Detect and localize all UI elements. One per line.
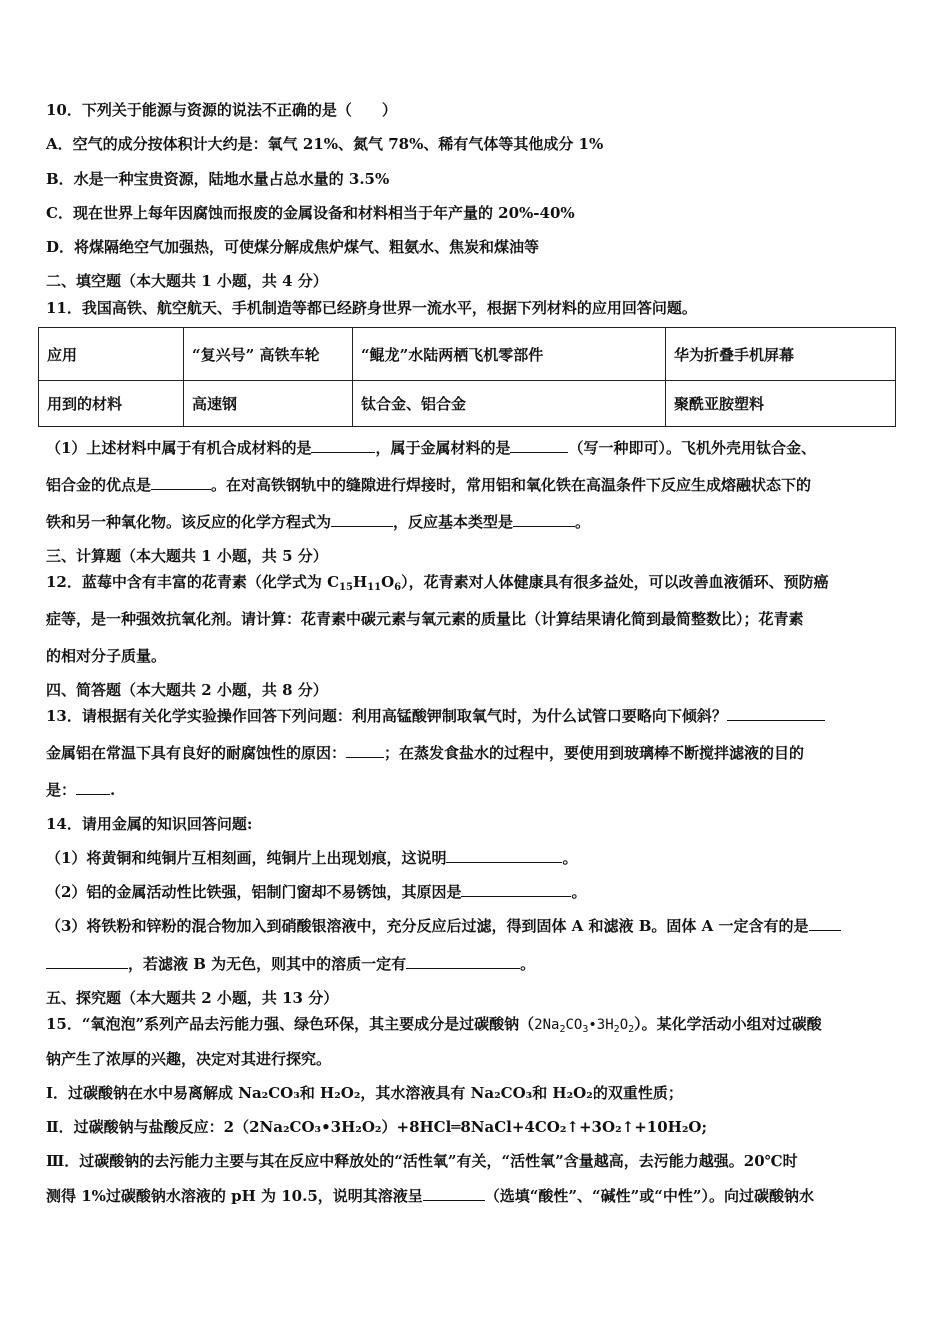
q14-text: （1）将黄铜和纯铜片互相刻画，纯铜片上出现划痕，这说明 — [46, 849, 447, 867]
q12-text: O — [381, 573, 395, 591]
table-cell: 聚酰亚胺塑料 — [666, 381, 896, 427]
q11-text: ，属于金属材料的是 — [375, 439, 511, 457]
q10-stem: 10．下列关于能源与资源的说法不正确的是（ ） — [46, 101, 397, 119]
q13-line3 — [46, 780, 115, 800]
answer-blank[interactable] — [510, 438, 568, 453]
table-cell: “鲲龙”水陆两栖飞机零部件 — [353, 328, 666, 381]
table-cell: 高速钢 — [184, 381, 353, 427]
q10-option-a: A．空气的成分按体积计大约是：氧气 21%、氮气 78%、稀有气体等其他成分 1% — [46, 135, 604, 153]
q12-line1 — [46, 572, 829, 592]
q12-text: H — [352, 573, 368, 591]
subscript: 6 — [394, 582, 402, 593]
q11-text: （写一种即可）。飞机外壳用钛合金、 — [568, 439, 816, 457]
q14-text: （2）铝的金属活动性比铁强，铝制门窗却不易锈蚀，其原因是 — [46, 883, 462, 901]
q11-text: ，反应基本类型是 — [393, 513, 514, 531]
q15-text: （选填“酸性”、“碱性”或“中性”）。向过碳酸钠水 — [484, 1187, 815, 1205]
q10-option-b: B．水是一种宝贵资源，陆地水量占总水量的 3.5% — [46, 170, 390, 188]
q14-text: 。 — [571, 883, 587, 901]
q13-text: 金属铝在常温下具有良好的耐腐蚀性的原因： — [46, 744, 347, 762]
q13-text: 13．请根据有关化学实验操作回答下列问题：利用高锰酸钾制取氧气时，为什么试管口要略向下倾斜？ — [46, 707, 727, 725]
answer-blank[interactable] — [423, 1186, 485, 1201]
formula-part: O — [619, 1017, 629, 1033]
q11-part1-line2 — [46, 475, 811, 495]
subscript: 2 — [613, 1024, 620, 1035]
answer-blank[interactable] — [346, 743, 384, 758]
q11-text: 。在对高铁钢轨中的缝隙进行焊接时，常用铝和氧化铁在高温条件下反应生成熔融状态下的 — [211, 476, 812, 494]
formula-part: •3H — [588, 1017, 614, 1033]
q13-line2 — [46, 743, 804, 763]
q14-part1 — [46, 848, 577, 868]
answer-blank[interactable] — [406, 954, 520, 969]
answer-blank[interactable] — [151, 475, 211, 490]
section-5-heading: 五、探究题（本大题共 2 小题，共 13 分） — [46, 989, 339, 1007]
answer-blank[interactable] — [727, 706, 825, 721]
q11-stem: 11．我国高铁、航空航天、手机制造等都已经跻身世界一流水平，根据下列材料的应用回答问题。 — [46, 299, 697, 317]
subscript: 15 — [339, 582, 353, 593]
q15-line2: 钠产生了浓厚的兴趣，决定对其进行探究。 — [46, 1050, 332, 1068]
materials-table — [38, 327, 896, 427]
q15-item-1: Ⅰ．过碳酸钠在水中易离解成 Na₂CO₃和 H₂O₂，其水溶液具有 Na₂CO₃和 H₂O₂的双重性质； — [46, 1084, 683, 1102]
answer-blank[interactable] — [331, 512, 393, 527]
q14-text: （3）将铁粉和锌粉的混合物加入到硝酸银溶液中，充分反应后过滤，得到固体 A 和滤液 B。固体 A 一定含有的是 — [46, 917, 809, 935]
table-cell: 应用 — [39, 328, 184, 381]
answer-blank[interactable] — [311, 438, 375, 453]
q13-text: ；在蒸发食盐水的过程中，要使用到玻璃棒不断搅拌滤液的目的 — [384, 744, 805, 762]
q12-text: 12．蓝莓中含有丰富的花青素（化学式为 C — [46, 573, 340, 591]
table-cell: “复兴号” 高铁车轮 — [184, 328, 353, 381]
answer-blank[interactable] — [446, 848, 562, 863]
q15-text: 测得 1%过碳酸钠水溶液的 pH 为 10.5，说明其溶液呈 — [46, 1187, 423, 1205]
q15-item-2: Ⅱ．过碳酸钠与盐酸反应：2（2Na₂CO₃•3H₂O₂）+8HCl═8NaCl+4CO₂↑+3O₂↑+10H₂O; — [46, 1118, 707, 1136]
q12-text: ），花青素对人体健康具有很多益处，可以改善血液循环、预防癌 — [401, 573, 829, 591]
table-cell: 钛合金、铝合金 — [353, 381, 666, 427]
q14-stem: 14．请用金属的知识回答问题: — [46, 815, 253, 833]
q13-text: 是： — [46, 781, 77, 799]
q15-line5 — [46, 1186, 814, 1206]
q15-text: ）。某化学活动小组对过碳酸 — [634, 1015, 822, 1033]
q14-part3-cont — [46, 954, 535, 974]
q13-line1 — [46, 706, 825, 726]
q14-text: ，若滤液 B 为无色，则其中的溶质一定有 — [128, 955, 407, 973]
q14-part3 — [46, 916, 841, 936]
q12-line2: 症等，是一种强效抗氧化剂。请计算：花青素中碳元素与氧元素的质量比（计算结果请化简到最简整数比）；花青素 — [46, 610, 804, 628]
q11-text: 。 — [575, 513, 591, 531]
q14-part2 — [46, 882, 586, 902]
q12-line3: 的相对分子质量。 — [46, 647, 167, 665]
q10-option-c: C．现在世界上每年因腐蚀而报废的金属设备和材料相当于年产量的 20%-40% — [46, 204, 575, 222]
subscript: 2 — [628, 1024, 635, 1035]
answer-blank[interactable] — [809, 916, 841, 931]
q11-text: （1）上述材料中属于有机合成材料的是 — [46, 439, 312, 457]
q11-part1-line1 — [46, 438, 816, 458]
answer-blank[interactable] — [461, 882, 571, 897]
formula-part: CO — [565, 1017, 583, 1033]
q13-text: . — [110, 781, 116, 799]
table-cell: 华为折叠手机屏幕 — [666, 328, 896, 381]
answer-blank[interactable] — [513, 512, 575, 527]
q15-line1 — [46, 1014, 822, 1035]
formula — [534, 1017, 634, 1033]
table-row — [39, 381, 896, 427]
section-2-heading: 二、填空题（本大题共 1 小题，共 4 分） — [46, 272, 328, 290]
answer-blank[interactable] — [46, 954, 128, 969]
subscript: 11 — [367, 582, 382, 593]
q11-part1-line3 — [46, 512, 590, 532]
answer-blank[interactable] — [76, 780, 110, 795]
q15-item-3: Ⅲ．过碳酸钠的去污能力主要与其在反应中释放处的“活性氧”有关，“活性氧”含量越高，去污能力越强。20℃时 — [46, 1152, 798, 1170]
formula-part: 2Na — [534, 1017, 560, 1033]
subscript: 2 — [559, 1024, 566, 1035]
section-3-heading: 三、计算题（本大题共 1 小题，共 5 分） — [46, 547, 328, 565]
q11-text: 铝合金的优点是 — [46, 476, 152, 494]
q11-text: 铁和另一种氧化物。该反应的化学方程式为 — [46, 513, 332, 531]
q15-text: 15．“氧泡泡”系列产品去污能力强、绿色环保，其主要成分是过碳酸钠（ — [46, 1015, 535, 1033]
table-cell: 用到的材料 — [39, 381, 184, 427]
q14-text: 。 — [520, 955, 536, 973]
q10-option-d: D．将煤隔绝空气加强热，可使煤分解成焦炉煤气、粗氨水、焦炭和煤油等 — [46, 238, 540, 256]
section-4-heading: 四、简答题（本大题共 2 小题，共 8 分） — [46, 681, 328, 699]
table-row — [39, 328, 896, 381]
subscript: 3 — [582, 1024, 589, 1035]
q14-text: 。 — [562, 849, 578, 867]
